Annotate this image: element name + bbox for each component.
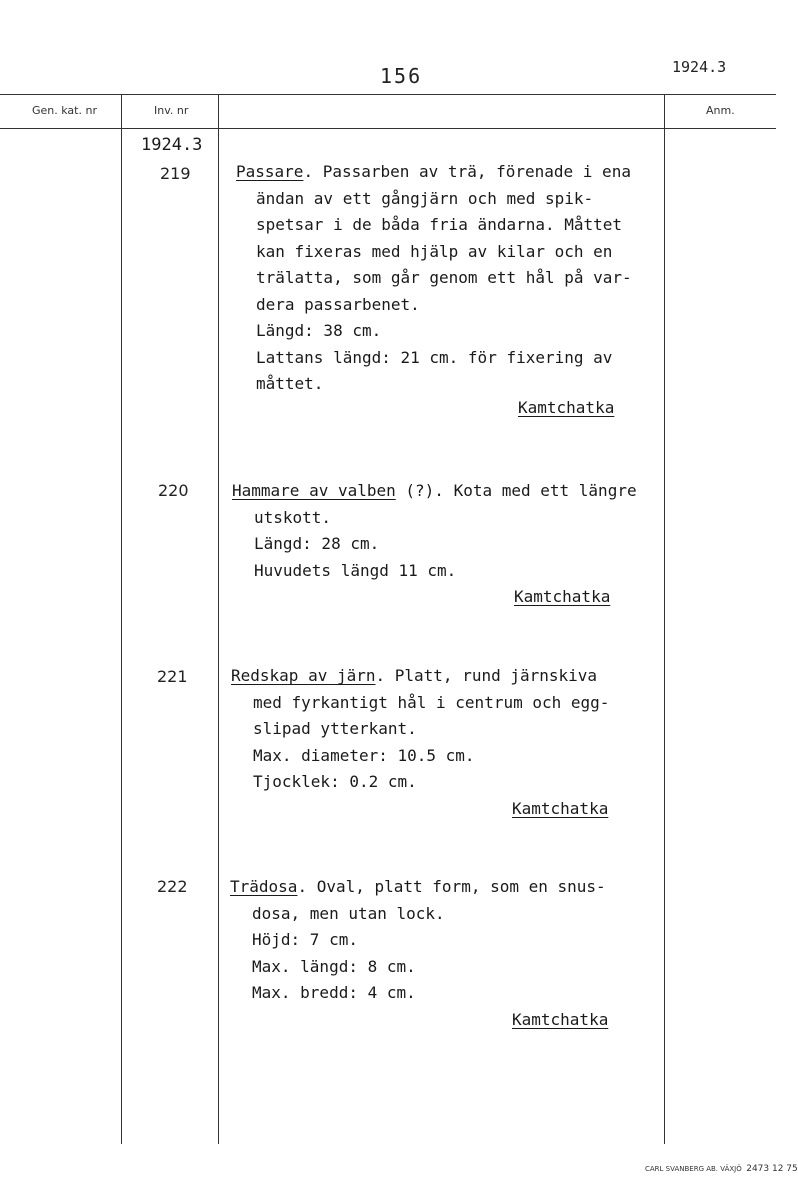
entry-line: Höjd: 7 cm. [252,930,358,949]
column-divider-3 [664,94,665,1144]
entry-line: Max. bredd: 4 cm. [252,983,416,1002]
entry-line: . Oval, platt form, som en snus- [297,877,606,896]
entry-place: Kamtchatka [512,799,609,818]
page-number: 156 [380,64,423,88]
column-header-anm: Anm. [706,104,735,117]
entry-line: . Platt, rund järnskiva [375,666,598,685]
entry-line: dera passarbenet. [256,294,420,314]
entry-line: Längd: 28 cm. [254,534,380,553]
entry-name: Passare [236,162,304,181]
entry-line: Tjocklek: 0.2 cm. [253,772,417,791]
entry-place: Kamtchatka [512,1010,609,1029]
header-bottom-rule [0,128,776,129]
entry-line: (?). Kota med ett längre [395,481,637,500]
printer-imprint [645,1164,798,1174]
entry-desc [231,663,597,690]
entry-name: Trädosa [230,877,298,896]
inv-number: 219 [160,164,191,183]
entry-line: Lattans längd: 21 cm. för fixering av [256,347,613,367]
entry-desc [232,478,637,505]
entry-line: Längd: 38 cm. [256,321,382,340]
entry-line: Max. längd: 8 cm. [252,956,416,976]
entry-line: trälatta, som går genom ett hål på var- [256,268,632,287]
header-top-rule [0,94,776,95]
inv-number: 220 [158,481,189,500]
entry-name: Hammare av valben [232,481,396,500]
entry-line: spetsar i de båda fria ändarna. Måttet [256,215,623,234]
entry-desc [230,874,606,901]
form-code: 2473 12 75 [746,1164,798,1174]
entry-line: Max. diameter: 10.5 cm. [253,745,475,765]
column-divider-1 [121,94,122,1144]
inv-number: 222 [157,877,188,896]
entry-line: med fyrkantigt hål i centrum och egg- [253,692,610,712]
entry-place: Kamtchatka [518,398,615,417]
column-header-gen-kat: Gen. kat. nr [32,104,97,117]
group-header: 1924.3 [141,135,203,155]
entry-place: Kamtchatka [514,587,611,606]
entry-line: dosa, men utan lock. [252,903,445,923]
entry-line: Huvudets längd 11 cm. [254,560,457,580]
page-id: 1924.3 [672,58,727,76]
entry-line: ändan av ett gångjärn och med spik- [256,188,594,208]
column-header-inv: Inv. nr [154,104,189,117]
entry-line: måttet. [256,374,324,393]
entry-line: utskott. [254,507,332,527]
entry-name: Redskap av järn [231,666,376,685]
entry-line: kan fixeras med hjälp av kilar och en [256,241,613,261]
printer-name: CARL SVANBERG AB. VÄXJÖ [645,1165,742,1173]
column-divider-2 [218,94,219,1144]
entry-desc [236,159,631,186]
inv-number: 221 [157,667,188,686]
entry-line: . Passarben av trä, förenade i ena [303,162,631,181]
entry-line: slipad ytterkant. [253,719,417,738]
